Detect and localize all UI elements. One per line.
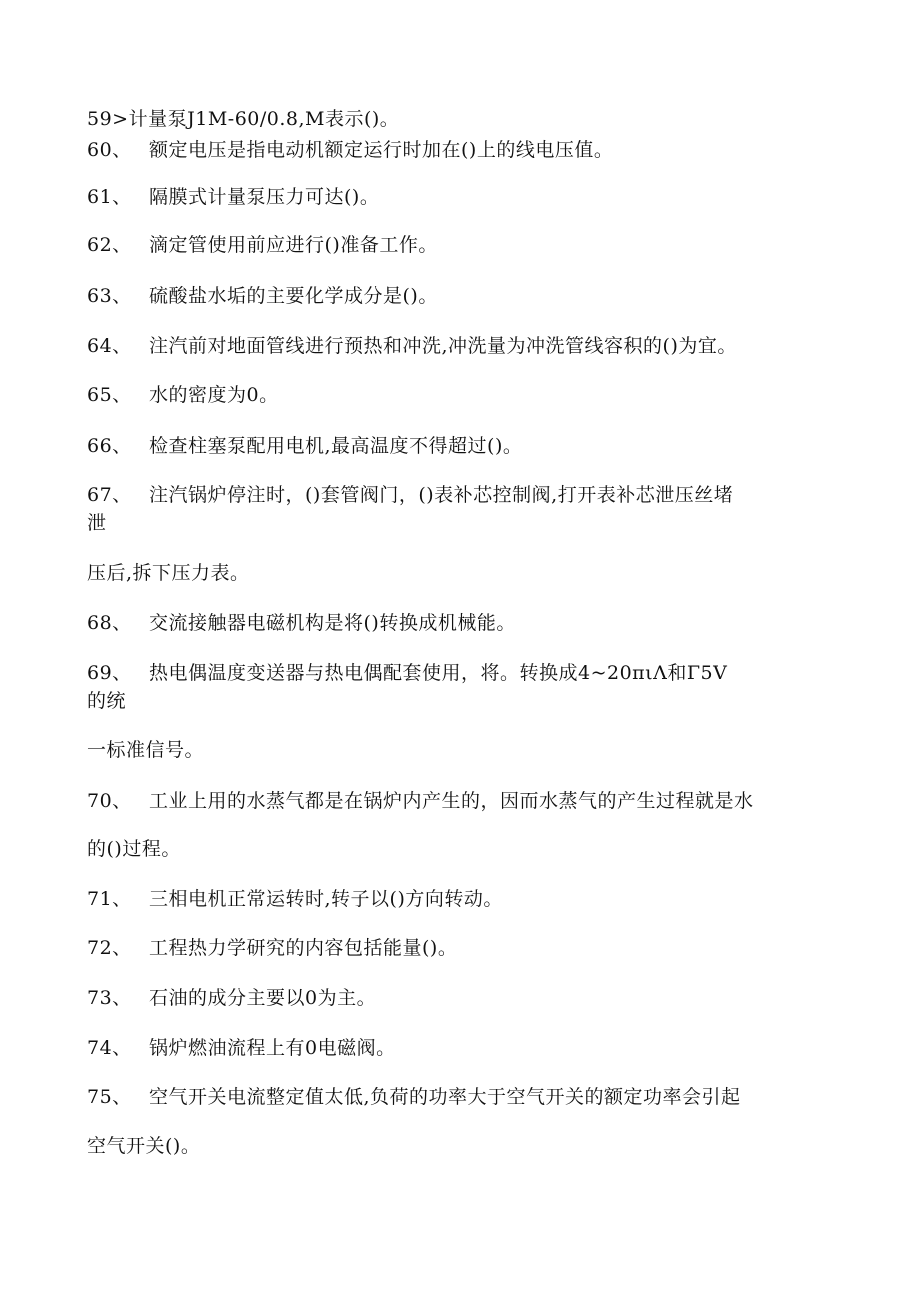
question-text: 隔膜式计量泵压力可达()。 [149,186,380,208]
question-number: 62、 [87,234,132,256]
question-text: 滴定管使用前应进行()准备工作。 [149,234,438,256]
question-74 [87,1035,396,1061]
question-number: 67、 [87,484,132,506]
question-text: 热电偶温度变送器与热电偶配套使用，将。转换成4~20πιΛ和Γ5V [149,662,728,684]
question-text: 三相电机正常运转时,转子以()方向转动。 [149,888,503,910]
question-number: 63、 [87,285,132,307]
question-63 [87,283,438,309]
question-number: 59> [87,108,129,130]
question-text: 额定电压是指电动机额定运行时加在()上的线电压值。 [149,139,614,161]
question-61 [87,184,379,210]
question-text: 工程热力学研究的内容包括能量()。 [149,937,458,959]
question-number: 64、 [87,335,132,357]
question-62 [87,232,438,258]
question-67 [87,482,733,508]
question-75-cont [87,1133,200,1159]
question-69 [87,660,727,686]
question-text: 的统 [87,690,127,712]
question-69-cont-2 [87,737,204,763]
question-72 [87,935,457,961]
question-text: 硫酸盐水垢的主要化学成分是()。 [149,285,438,307]
question-text: 泄 [87,512,107,534]
question-75 [87,1084,741,1110]
question-number: 75、 [87,1086,132,1108]
question-number: 74、 [87,1037,132,1059]
question-67-cont-1 [87,510,107,536]
question-60 [87,137,613,163]
question-number: 71、 [87,888,132,910]
question-text: 空气开关()。 [87,1135,201,1157]
question-number: 68、 [87,612,132,634]
question-text: 锅炉燃油流程上有0电磁阀。 [149,1037,396,1059]
question-text: 石油的成分主要以0为主。 [149,987,377,1009]
question-number: 70、 [87,790,132,812]
question-66 [87,433,522,459]
question-text: 的()过程。 [87,838,181,860]
question-69-cont-1 [87,688,126,714]
question-text: 工业上用的水蒸气都是在锅炉内产生的，因而水蒸气的产生过程就是水 [149,790,754,812]
question-70-cont [87,836,181,862]
question-text: 注汽锅炉停注时，()套管阀门，()表补芯控制阀,打开表补芯泄压丝堵 [149,484,734,506]
question-number: 69、 [87,662,132,684]
question-text: 交流接触器电磁机构是将()转换成机械能。 [149,612,516,634]
question-text: 计量泵J1M-60/0.8,M表示()。 [128,108,400,130]
question-67-cont-2 [87,560,250,586]
question-number: 60、 [87,139,132,161]
question-59 [87,106,399,132]
question-number: 65、 [87,384,132,406]
question-71 [87,886,503,912]
question-64 [87,333,737,359]
question-65 [87,382,279,408]
question-number: 66、 [87,435,132,457]
question-text: 水的密度为0。 [149,384,279,406]
question-text: 一标准信号。 [87,739,205,761]
question-number: 72、 [87,937,132,959]
question-73 [87,985,376,1011]
question-text: 空气开关电流整定值太低,负荷的功率大于空气开关的额定功率会引起 [149,1086,741,1108]
question-text: 注汽前对地面管线进行预热和冲洗,冲洗量为冲洗管线容积的()为宜。 [149,335,737,357]
question-number: 61、 [87,186,132,208]
question-number: 73、 [87,987,132,1009]
question-70 [87,788,754,814]
question-text: 压后,拆下压力表。 [87,562,250,584]
question-68 [87,610,516,636]
question-text: 检查柱塞泵配用电机,最高温度不得超过()。 [149,435,523,457]
